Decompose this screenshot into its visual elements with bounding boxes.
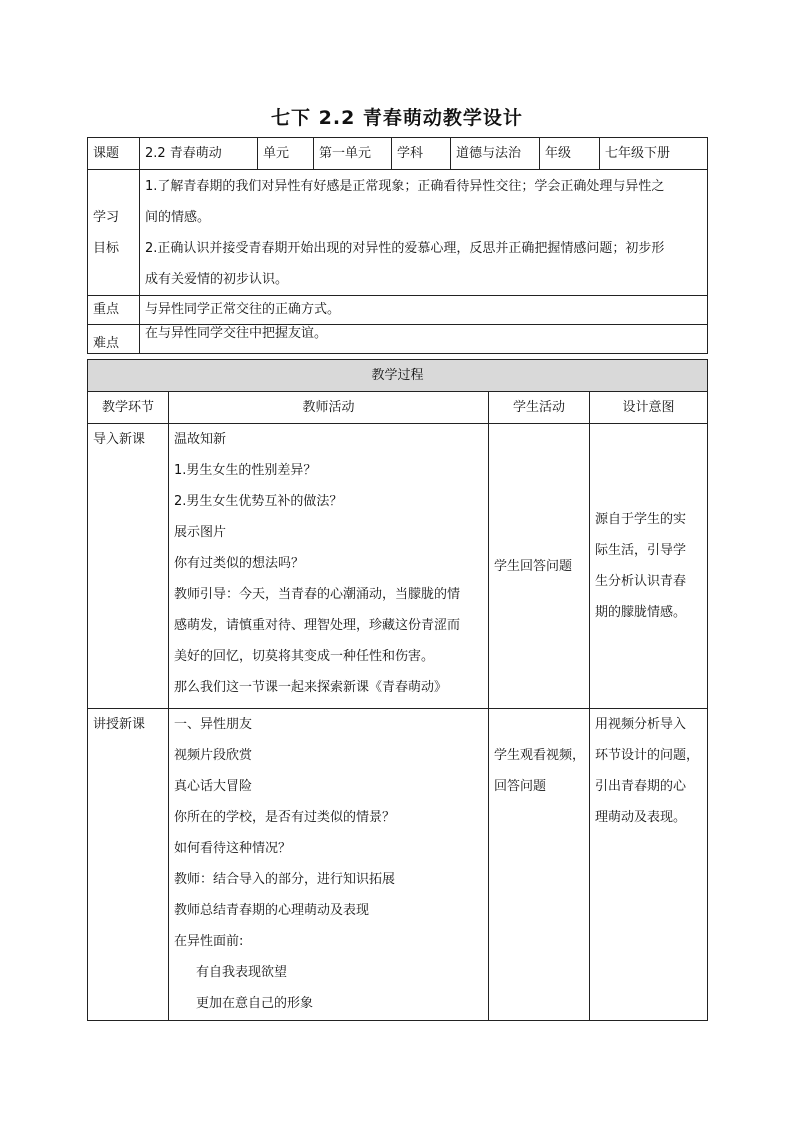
teacher-line: 教师：结合导入的部分，进行知识拓展: [174, 872, 396, 887]
teacher-line: 真心话大冒险: [174, 779, 253, 794]
key-point-label: 重点: [88, 296, 140, 325]
design-intent-cell: [590, 709, 708, 1021]
teacher-line: 视频片段欣赏: [174, 748, 253, 763]
unit-label: 单元: [258, 138, 314, 170]
student-activity-cell: [489, 709, 590, 1021]
info-table: [87, 137, 708, 354]
column-header-stage: 教学环节: [88, 392, 169, 424]
stage-cell: [88, 709, 169, 1021]
intent-line: 际生活，引导学: [595, 543, 687, 558]
student-line: 学生观看视频，: [494, 748, 586, 763]
unit-value: 第一单元: [314, 138, 392, 170]
stage-label: 导入新课: [93, 432, 146, 447]
process-row-intro: [88, 424, 708, 709]
teacher-line: 1.男生女生的性别差异？: [174, 463, 317, 478]
difficult-point-label: 难点: [88, 325, 140, 354]
goal-line: 1.了解青春期的我们对异性有好感是正常现象；正确看待异性交往；学会正确处理与异性之: [145, 178, 665, 194]
intent-line: 环节设计的问题，: [595, 748, 700, 763]
goals-label: [88, 170, 140, 296]
teacher-line: 美好的回忆，切莫将其变成一种任性和伤害。: [174, 649, 435, 664]
subject-value: 道德与法治: [451, 138, 540, 170]
column-header-intent: 设计意图: [590, 392, 708, 424]
course-label: 课题: [88, 138, 140, 170]
teacher-line: 教师引导：今天，当青春的心潮涌动，当朦胧的情: [174, 587, 461, 602]
goals-content: [140, 170, 708, 296]
design-intent-cell: [590, 424, 708, 709]
process-row-new-lesson: [88, 709, 708, 1021]
teacher-line: 在异性面前:: [174, 934, 244, 949]
student-line: 学生回答问题: [494, 558, 573, 574]
key-point-row: [88, 296, 708, 325]
grade-label: 年级: [540, 138, 600, 170]
goal-line: 2.正确认识并接受青春期开始出现的对异性的爱慕心理，反思并正确把握情感问题；初步形: [145, 240, 665, 256]
column-header-student: 学生活动: [489, 392, 590, 424]
teacher-activity-cell: [169, 709, 489, 1021]
grade-value: 七年级下册: [600, 138, 708, 170]
goals-label-line: 学习: [93, 209, 120, 225]
teacher-line: 一、异性朋友: [174, 717, 253, 732]
intent-line: 理萌动及表现。: [595, 810, 687, 825]
process-header-row: [88, 360, 708, 392]
goal-line: 间的情感。: [145, 209, 211, 225]
stage-label: 讲授新课: [93, 717, 146, 732]
teacher-line: 教师总结青春期的心理萌动及表现: [174, 903, 370, 918]
column-header-row: [88, 392, 708, 424]
intent-line: 生分析认识青春: [595, 574, 687, 589]
teacher-line-indented: 有自我表现欲望: [196, 965, 288, 980]
subject-label: 学科: [392, 138, 451, 170]
teacher-line: 2.男生女生优势互补的做法？: [174, 494, 343, 509]
column-header-teacher: 教师活动: [169, 392, 489, 424]
intent-line: 引出青春期的心: [595, 779, 687, 794]
page-title: 七下 2.2 青春萌动教学设计: [271, 107, 523, 129]
teacher-line: 温故知新: [174, 432, 227, 447]
teacher-line: 展示图片: [174, 525, 227, 540]
teacher-activity-cell: [169, 424, 489, 709]
difficult-point-value: 在与异性同学交往中把握友谊。: [140, 325, 708, 354]
intent-line: 源自于学生的实: [595, 512, 687, 527]
student-activity-cell: [489, 424, 590, 709]
process-table: [87, 359, 708, 1021]
intent-line: 用视频分析导入: [595, 717, 687, 732]
goal-line: 成有关爱情的初步认识。: [145, 271, 289, 287]
intent-line: 期的朦胧情感。: [595, 605, 687, 620]
student-line: 回答问题: [494, 779, 547, 794]
goals-label-line: 目标: [93, 240, 120, 256]
teacher-line: 感萌发，请慎重对待、理智处理，珍藏这份青涩而: [174, 618, 461, 633]
difficult-point-row: [88, 325, 708, 354]
goals-row: [88, 170, 708, 296]
teacher-line: 你所在的学校，是否有过类似的情景？: [174, 810, 396, 825]
stage-cell: [88, 424, 169, 709]
info-row: [88, 138, 708, 170]
course-value: 2.2 青春萌动: [140, 138, 258, 170]
teacher-line: 如何看待这种情况？: [174, 841, 292, 856]
teacher-line-indented: 更加在意自己的形象: [196, 996, 314, 1011]
teacher-line: 你有过类似的想法吗？: [174, 556, 305, 571]
process-header: 教学过程: [88, 360, 708, 392]
teacher-line: 那么我们这一节课一起来探索新课《青春萌动》: [174, 680, 448, 695]
key-point-value: 与异性同学正常交往的正确方式。: [140, 296, 708, 325]
